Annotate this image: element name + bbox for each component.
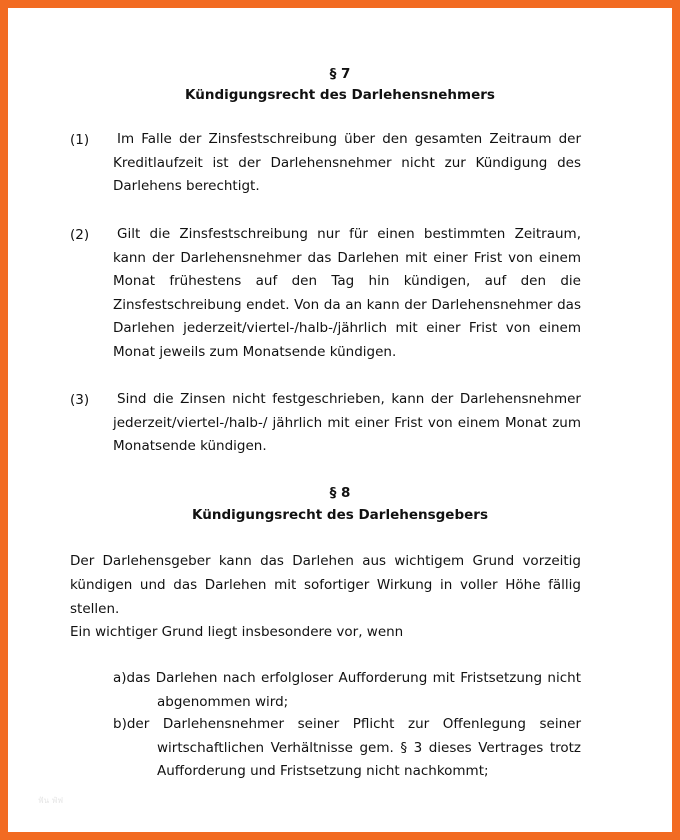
section-7-number: § 7 <box>329 66 351 82</box>
section-7-title: Kündigungsrecht des Darlehensnehmers <box>185 87 495 103</box>
document-page <box>8 8 672 832</box>
paragraph-number: (2) <box>70 227 90 243</box>
list-item-b: b)der Darlehensnehmer seiner Pflicht zur Offenlegung seiner wirtschaftlichen Verhältnisse gem. § 3 dieses Vertrages trotz Aufforderung und Fristsetzung nicht nachkommt; <box>113 716 581 779</box>
watermark: ฟัน ฟ๋ฟ <box>38 796 64 805</box>
paragraph-number: (3) <box>70 392 90 408</box>
list-item-a: a)das Darlehen nach erfolgloser Aufforderung mit Fristsetzung nicht abgenommen wird; <box>113 670 581 710</box>
paragraph-text: Sind die Zinsen nicht festgeschrieben, kann der Darlehensnehmer jederzeit/viertel-/halb-/ jährlich mit einer Frist von einem Monat zum Monatsende kündigen. <box>113 391 581 454</box>
section-8-intro: Der Darlehensgeber kann das Darlehen aus wichtigem Grund vorzeitig kündigen und das Darlehen mit sofortiger Wirkung in voller Höhe fällig stellen. <box>70 553 581 617</box>
paragraph-number: (1) <box>70 132 90 148</box>
reason-intro: Ein wichtiger Grund liegt insbesondere vor, wenn <box>70 624 404 640</box>
paragraph-text: Gilt die Zinsfestschreibung nur für einen bestimmten Zeitraum, kann der Darlehensnehmer das Darlehen mit einer Frist von einem Monat frühestens auf den Tag hin kündigen, auf den die Zinsfestschreibung endet. Von da an kann der Darlehensnehmer das Darlehen jederzeit/viertel-/halb-/jährlich mit einer Frist von einem Monat jeweils zum Monatsende kündigen. <box>113 226 581 360</box>
paragraph-text: Im Falle der Zinsfestschreibung über den gesamten Zeitraum der Kreditlaufzeit ist der Darlehensnehmer nicht zur Kündigung des Darlehens berechtigt. <box>113 131 581 194</box>
section-8-title: Kündigungsrecht des Darlehensgebers <box>192 507 488 523</box>
section-8-number: § 8 <box>329 485 351 501</box>
